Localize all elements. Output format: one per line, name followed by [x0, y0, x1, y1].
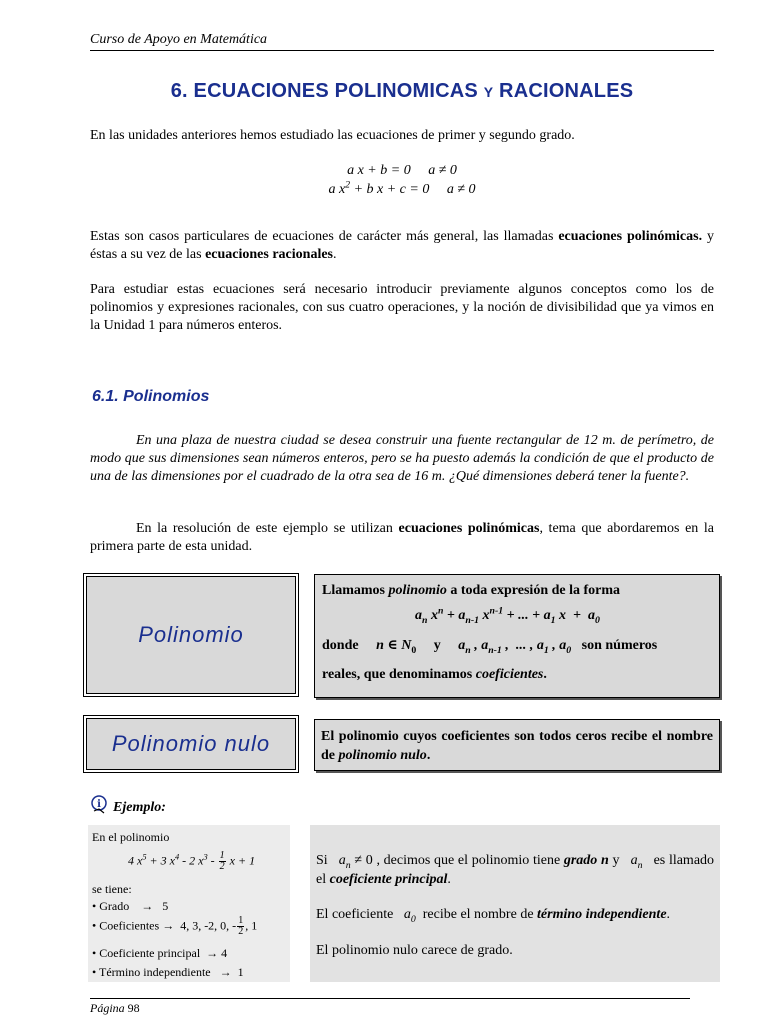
- title-main: 6. ECUACIONES POLINOMICAS: [170, 80, 478, 102]
- nulo-text-it: polinomio nulo: [338, 748, 427, 763]
- note-dot: .: [447, 872, 451, 887]
- polynomial-general-form: $a_n$ $x^n + a_{n-1}$ $x^{n-1}$ + ... + $a_1$ $x + a_0$: [415, 605, 600, 626]
- def-line3-a: reales, que denominamos: [322, 667, 476, 682]
- polinomio-definition-box: [314, 574, 720, 698]
- example-coef-val: 4, 3, -2, 0, -: [180, 918, 237, 933]
- note-grado-n: grado n: [563, 853, 609, 868]
- example-cp-label: Coeficiente principal: [99, 946, 201, 960]
- polinomio-nulo-definition-box: [314, 719, 720, 771]
- note-line3: El polinomio nulo carece de grado.: [316, 943, 513, 958]
- note-cp: coeficiente principal: [329, 872, 448, 887]
- example-ti-val: 1: [237, 965, 244, 979]
- note-y: y: [608, 853, 620, 868]
- paragraph-cases: [90, 228, 714, 264]
- example-cp-val: 4: [221, 946, 228, 960]
- note-grado: Si $a_n \ne 0$ , decimos que el polinomio tiene grado n y $a_n$ es llamado el coeficiente principal.: [316, 853, 715, 887]
- title-y: Y: [483, 84, 494, 100]
- equation-linear: [90, 163, 714, 179]
- def-line3-it: coeficientes: [475, 667, 544, 682]
- eq2-exp: 2: [345, 179, 351, 191]
- p4-text2: , tema que abordaremos en la primera parte de esta unidad.: [90, 521, 714, 554]
- p4-text1: En la resolución de este ejemplo se utilizan: [136, 521, 399, 536]
- def-donde: donde: [322, 638, 359, 653]
- def-y: y: [433, 638, 441, 653]
- def-line1: [322, 583, 620, 599]
- running-header: Curso de Apoyo en Matemática: [90, 32, 268, 47]
- svg-text:i: i: [97, 799, 101, 810]
- def-line1-a: Llamamos: [322, 583, 389, 598]
- p2-text1: Estas son casos particulares de ecuaciones de carácter más general, las llamadas: [90, 229, 559, 244]
- paragraph-study: Para estudiar estas ecuaciones será necesario introducir previamente algunos conceptos como los de polinomios y expresiones racionales, con sus cuatro operaciones, y la noción de divisibilidad que ya vimos en la Unidad 1 para números enteros.: [90, 282, 714, 333]
- note-ti: término independiente: [537, 907, 667, 922]
- eq2-cond: a ≠ 0: [446, 182, 476, 197]
- p2-bold2: ecuaciones racionales: [205, 247, 333, 262]
- example-coef-tail: , 1: [245, 918, 258, 933]
- example-grado-val: 5: [162, 899, 169, 913]
- example-ti-label: Término independiente: [98, 965, 211, 979]
- polinomio-label-box: [86, 576, 296, 694]
- def-son: son números: [581, 638, 658, 653]
- note-cond: ≠ 0: [354, 853, 373, 868]
- header-rule: [90, 50, 714, 51]
- p2-bold1: ecuaciones polinómicas.: [558, 229, 703, 244]
- chapter-title: [90, 80, 714, 103]
- footer-rule: [90, 998, 690, 999]
- note-llamado: llamado el: [316, 853, 715, 887]
- section-title: 6.1. Polinomios: [92, 388, 210, 405]
- note-text1: , decimos que el polinomio tiene: [372, 853, 564, 868]
- eq2-a: a x: [328, 182, 346, 197]
- example-polynomial: 4 $x^5 + 3$ $x^4 - 2$ $x^3$ - $\frac{1}{2}$ x + 1: [128, 850, 256, 872]
- eq1-cond: a ≠ 0: [428, 163, 457, 178]
- p4-bold: ecuaciones polinómicas: [398, 521, 540, 536]
- polinomio-label: Polinomio: [138, 622, 244, 647]
- example-coef-principal: • Coeficiente principal → 4: [92, 946, 228, 960]
- def-n-sub: 0: [411, 644, 417, 656]
- polinomio-nulo-label-box: [86, 718, 296, 770]
- note-si: Si: [316, 853, 328, 868]
- p2-text2: y éstas a su vez de las: [90, 229, 714, 262]
- paragraph-resolution: [90, 520, 714, 556]
- def-line1-b: a toda expresión de la forma: [446, 583, 621, 598]
- def-line1-it: polinomio: [388, 583, 447, 598]
- example-term-indep: • Término independiente → 1: [92, 965, 244, 979]
- example-frac-num: 1: [219, 850, 225, 861]
- footer-page-number: 98: [127, 1001, 140, 1015]
- note-line2: El coeficiente $a_0$ recibe el nombre de término independiente.: [316, 907, 671, 925]
- title-tail: RACIONALES: [499, 80, 634, 102]
- polinomio-nulo-label: Polinomio nulo: [111, 731, 271, 756]
- p2-text3: .: [333, 247, 337, 262]
- nulo-text-a: El polinomio cuyos coeficientes son todos ceros recibe el nombre de: [321, 729, 713, 763]
- equation-quadratic: [90, 179, 714, 198]
- note-es: es: [653, 853, 666, 868]
- example-grado-label: Grado: [99, 899, 130, 913]
- page-footer: [90, 1001, 140, 1016]
- def-line2: donde n ∈ $N_0$ y $a_n$ , $a_{n-1}$ , ... , $a_1$ , $a_0$ son números: [322, 638, 658, 656]
- example-frac-den: 2: [219, 861, 225, 872]
- def-n-in: n ∈ N: [376, 638, 412, 653]
- eq1: a x + b = 0: [347, 163, 411, 178]
- note-box: [310, 825, 720, 982]
- footer-pagina: Página: [90, 1001, 125, 1015]
- example-box: [88, 825, 290, 982]
- def-line3-b: .: [543, 667, 547, 682]
- example-grado: • Grado → 5: [92, 899, 169, 913]
- intro-paragraph: En las unidades anteriores hemos estudiado las ecuaciones de primer y segundo grado.: [90, 128, 575, 143]
- eq2-b: + b x + c = 0: [350, 182, 430, 197]
- problem-statement: En una plaza de nuestra ciudad se desea construir una fuente rectangular de 12 m. de perímetro, de modo que sus dimensiones sean números enteros, pero se ha puesto además la condición de que el producto de una de las dimensiones por el cuadrado de la otra sea de 16 m. ¿Qué dimensiones deberá tener la fuente?.: [90, 433, 714, 484]
- info-icon: [90, 795, 112, 815]
- example-heading: Ejemplo:: [113, 800, 166, 815]
- example-se-tiene: se tiene:: [92, 882, 132, 896]
- example-coef-label: Coeficientes: [99, 918, 160, 933]
- nulo-text: [321, 727, 713, 765]
- note-line2-a: El coeficiente: [316, 907, 394, 922]
- def-line3: [322, 667, 547, 683]
- example-coeficientes: • Coeficientes → 4, 3, -2, 0, - $\frac{1}{2}$ , 1: [92, 915, 258, 937]
- nulo-text-b: .: [426, 748, 431, 763]
- example-en-el: En el polinomio: [92, 830, 170, 844]
- note-line2-b: recibe el nombre de: [422, 907, 538, 922]
